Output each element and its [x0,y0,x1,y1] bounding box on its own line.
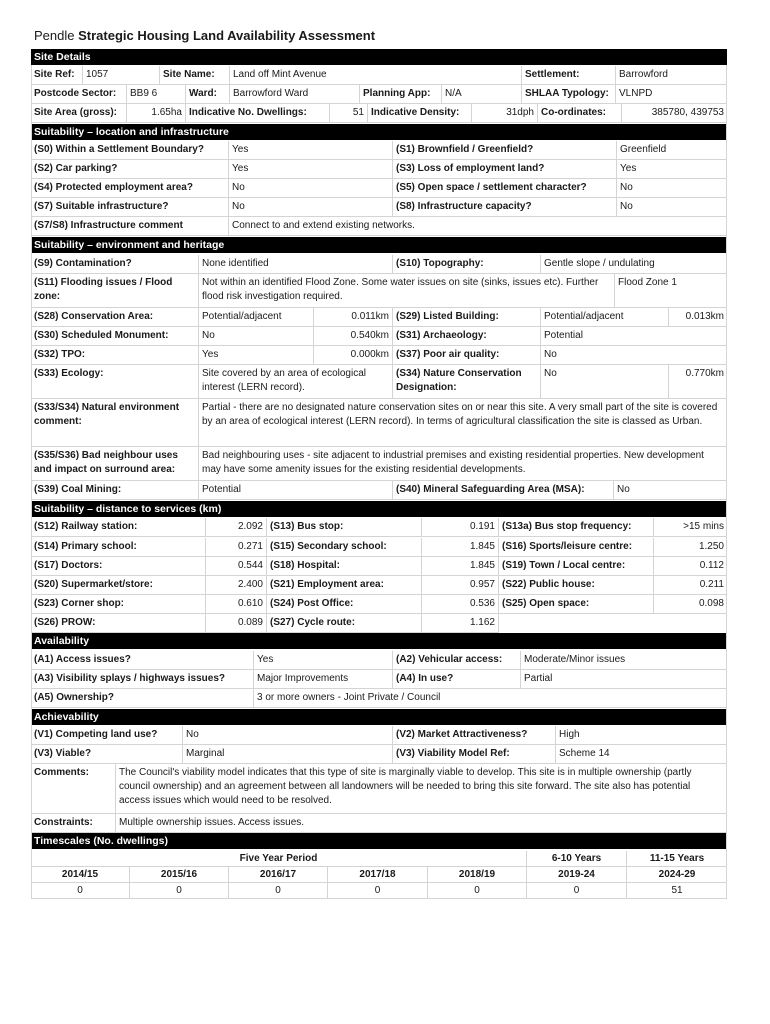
s1-value: Greenfield [617,141,727,160]
title-main: Strategic Housing Land Availability Assessment [78,28,376,43]
s34-value: No [541,365,669,399]
table-frame [31,65,727,899]
a4-value: Partial [521,670,727,689]
dwellings-2014-15: 0 [31,883,130,899]
s12-label: (S12) Railway station: [31,518,206,537]
s34-label: (S34) Nature Conservation Designation: [393,365,541,399]
s24-label: (S24) Post Office: [267,595,422,614]
s23-label: (S23) Corner shop: [31,595,206,614]
s20-label: (S20) Supermarket/store: [31,576,206,595]
s11-label: (S11) Flooding issues / Flood zone: [31,274,199,308]
year-2016-17: 2016/17 [229,867,328,883]
s7-value: No [229,198,393,217]
a2-value: Moderate/Minor issues [521,651,727,670]
s33-value: Site covered by an area of ecological interest (LERN record). [199,365,393,399]
ward-value: Barrowford Ward [230,85,360,104]
dwellings-label: Indicative No. Dwellings: [186,104,330,123]
s5-value: No [617,179,727,198]
s0-value: Yes [229,141,393,160]
dwellings-2015-16: 0 [130,883,229,899]
site-ref-label: Site Ref: [31,66,83,85]
s3-label: (S3) Loss of employment land? [393,160,617,179]
postcode-value: BB9 6 [127,85,186,104]
v3-value: Marginal [183,745,393,764]
site-name-label: Site Name: [160,66,230,85]
s24-value: 0.536 [422,595,499,614]
site-name-value: Land off Mint Avenue [230,66,522,85]
site-ref-value: 1057 [83,66,160,85]
a1-label: (A1) Access issues? [31,651,254,670]
s37-label: (S37) Poor air quality: [393,346,541,365]
s23-value: 0.610 [206,595,267,614]
section-site-details: Site Details [31,49,727,65]
s27-label: (S27) Cycle route: [267,614,422,633]
v2-value: High [556,726,727,745]
s27-value: 1.162 [422,614,499,633]
s3334-value: Partial - there are no designated nature conservation sites on or near this site. A very small part of the site is covered by an area of ecological interest (LERN record). In terms of agricultural classification the site is classed as Urban. [199,399,727,447]
v3-ref-value: Scheme 14 [556,745,727,764]
s7-label: (S7) Suitable infrastructure? [31,198,229,217]
v3-ref-label: (V3) Viability Model Ref: [393,745,556,764]
s31-value: Potential [541,327,727,346]
s15-label: (S15) Secondary school: [267,538,422,557]
site-area-value: 1.65ha [127,104,186,123]
v3-label: (V3) Viable? [31,745,183,764]
planning-value: N/A [442,85,522,104]
a5-value: 3 or more owners - Joint Private / Council [254,689,727,708]
dwellings-2024-29: 51 [627,883,727,899]
year-2014-15: 2014/15 [31,867,130,883]
postcode-label: Postcode Sector: [31,85,127,104]
page-title [34,28,375,43]
section-location-infrastructure: Suitability – location and infrastructure [31,124,727,140]
s13a-label: (S13a) Bus stop frequency: [499,518,654,537]
s28-distance: 0.011km [314,308,393,327]
s9-value: None identified [199,255,393,274]
s7s8-value: Connect to and extend existing networks. [229,217,727,236]
year-2015-16: 2015/16 [130,867,229,883]
s19-label: (S19) Town / Local centre: [499,557,654,576]
v1-label: (V1) Competing land use? [31,726,183,745]
s34-distance: 0.770km [669,365,727,399]
year-2019-24: 2019-24 [527,867,627,883]
s21-label: (S21) Employment area: [267,576,422,595]
section-achievability: Achievability [31,709,727,725]
s22-label: (S22) Public house: [499,576,654,595]
section-timescales: Timescales (No. dwellings) [31,833,727,849]
constraints-value: Multiple ownership issues. Access issues. [116,814,727,833]
s4-label: (S4) Protected employment area? [31,179,229,198]
s3-value: Yes [617,160,727,179]
s32-value: Yes [199,346,314,365]
dwellings-2019-24: 0 [527,883,627,899]
s2-label: (S2) Car parking? [31,160,229,179]
s29-value: Potential/adjacent [541,308,669,327]
dwellings-2017-18: 0 [328,883,428,899]
s25-label: (S25) Open space: [499,595,654,614]
s29-distance: 0.013km [669,308,727,327]
section-distance-services: Suitability – distance to services (km) [31,501,727,517]
year-2024-29: 2024-29 [627,867,727,883]
s32-distance: 0.000km [314,346,393,365]
a5-label: (A5) Ownership? [31,689,254,708]
a4-label: (A4) In use? [393,670,521,689]
s19-value: 0.112 [654,557,727,576]
constraints-label: Constraints: [31,814,116,833]
s26-label: (S26) PROW: [31,614,206,633]
settlement-value: Barrowford [616,66,727,85]
s8-value: No [617,198,727,217]
s7s8-label: (S7/S8) Infrastructure comment [31,217,229,236]
s3334-label: (S33/S34) Natural environment comment: [31,399,199,447]
section-availability: Availability [31,633,727,649]
dwellings-2016-17: 0 [229,883,328,899]
s8-label: (S8) Infrastructure capacity? [393,198,617,217]
year-2018-19: 2018/19 [428,867,527,883]
year-2017-18: 2017/18 [328,867,428,883]
s17-value: 0.544 [206,557,267,576]
title-prefix: Pendle [34,28,75,43]
a1-value: Yes [254,651,393,670]
s15-value: 1.845 [422,538,499,557]
s28-label: (S28) Conservation Area: [31,308,199,327]
s30-value: No [199,327,314,346]
s31-label: (S31) Archaeology: [393,327,541,346]
s40-label: (S40) Mineral Safeguarding Area (MSA): [393,481,614,500]
coords-value: 385780, 439753 [622,104,727,123]
coords-label: Co-ordinates: [538,104,622,123]
s16-value: 1.250 [654,538,727,557]
a3-value: Major Improvements [254,670,393,689]
v2-label: (V2) Market Attractiveness? [393,726,556,745]
a3-label: (A3) Visibility splays / highways issues? [31,670,254,689]
settlement-label: Settlement: [522,66,616,85]
s10-label: (S10) Topography: [393,255,541,274]
s3536-value: Bad neighbouring uses - site adjacent to industrial premises and existing residential properties. New development may have some amenity issues for the existing residential developments. [199,447,727,481]
section-environment-heritage: Suitability – environment and heritage [31,237,727,253]
s14-value: 0.271 [206,538,267,557]
s13-label: (S13) Bus stop: [267,518,422,537]
shlaa-value: VLNPD [616,85,727,104]
comments-label: Comments: [31,764,116,814]
s16-label: (S16) Sports/leisure centre: [499,538,654,557]
s37-value: No [541,346,727,365]
s32-label: (S32) TPO: [31,346,199,365]
s39-label: (S39) Coal Mining: [31,481,199,500]
s18-label: (S18) Hospital: [267,557,422,576]
density-label: Indicative Density: [368,104,472,123]
v1-value: No [183,726,393,745]
s28-value: Potential/adjacent [199,308,314,327]
s21-value: 0.957 [422,576,499,595]
s5-label: (S5) Open space / settlement character? [393,179,617,198]
dwellings-value: 51 [330,104,368,123]
eleven-fifteen-years-header: 11-15 Years [627,851,727,867]
comments-value: The Council's viability model indicates that this type of site is marginally viable to develop. This site is in multiple ownership (partly council ownership) and an agreement between all landowners will be needed to bring this site forward. The site also has potential access issues which would need to be resolved. [116,764,727,814]
site-area-label: Site Area (gross): [31,104,127,123]
s12-value: 2.092 [206,518,267,537]
s17-label: (S17) Doctors: [31,557,206,576]
shlaa-label: SHLAA Typology: [522,85,616,104]
ward-label: Ward: [186,85,230,104]
s4-value: No [229,179,393,198]
s22-value: 0.211 [654,576,727,595]
s13a-value: >15 mins [654,518,727,537]
s25-value: 0.098 [654,595,727,614]
s13-value: 0.191 [422,518,499,537]
s0-label: (S0) Within a Settlement Boundary? [31,141,229,160]
s40-value: No [614,481,727,500]
six-ten-years-header: 6-10 Years [527,851,627,867]
s30-label: (S30) Scheduled Monument: [31,327,199,346]
density-value: 31dph [472,104,538,123]
s39-value: Potential [199,481,393,500]
s20-value: 2.400 [206,576,267,595]
s30-distance: 0.540km [314,327,393,346]
s9-label: (S9) Contamination? [31,255,199,274]
s18-value: 1.845 [422,557,499,576]
s33-label: (S33) Ecology: [31,365,199,399]
s11-flood-zone: Flood Zone 1 [615,274,727,308]
s10-value: Gentle slope / undulating [541,255,727,274]
s3536-label: (S35/S36) Bad neighbour uses and impact on surround area: [31,447,199,481]
s29-label: (S29) Listed Building: [393,308,541,327]
s1-label: (S1) Brownfield / Greenfield? [393,141,617,160]
five-year-period-header: Five Year Period [31,851,527,867]
planning-label: Planning App: [360,85,442,104]
s26-value: 0.089 [206,614,267,633]
a2-label: (A2) Vehicular access: [393,651,521,670]
dwellings-2018-19: 0 [428,883,527,899]
s14-label: (S14) Primary school: [31,538,206,557]
s2-value: Yes [229,160,393,179]
s11-value: Not within an identified Flood Zone. Some water issues on site (sinks, issues etc). Further flood risk investigation required. [199,274,615,308]
